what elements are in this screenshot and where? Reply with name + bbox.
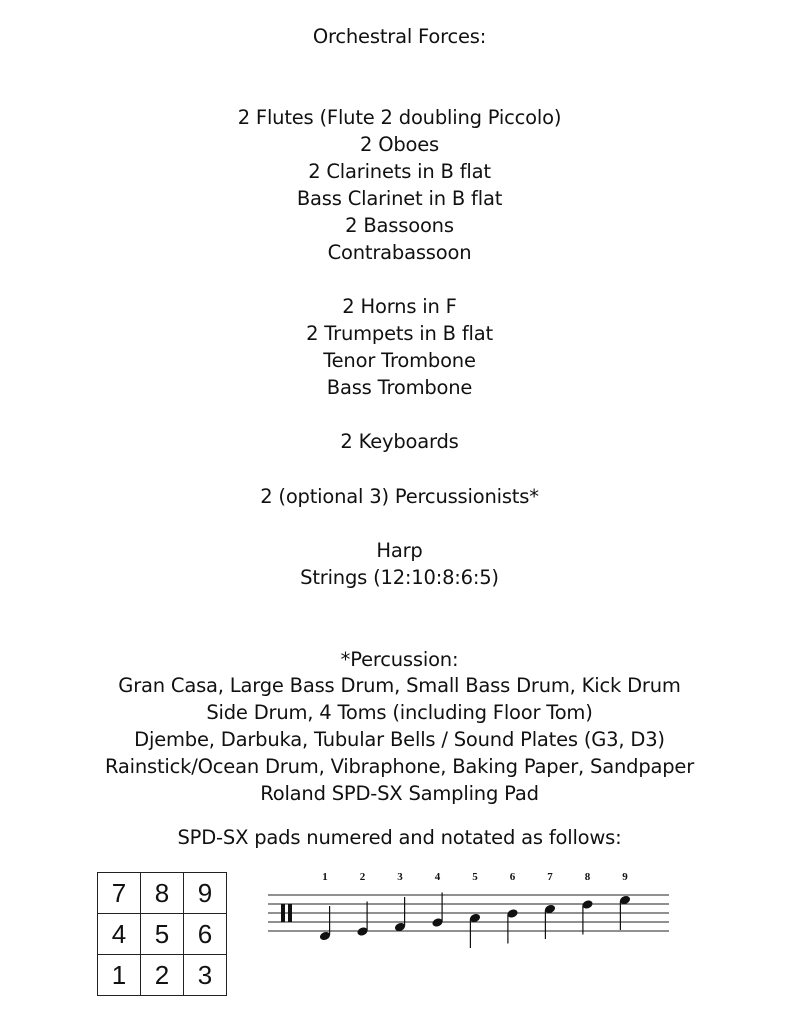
- brass-line: 2 Horns in F: [342, 295, 457, 318]
- percussion-line: Side Drum, 4 Toms (including Floor Tom): [206, 701, 593, 724]
- staff-note: [319, 906, 331, 941]
- notation-staff: [264, 866, 674, 950]
- staff-note: [356, 902, 368, 937]
- pad-grid: [97, 872, 227, 996]
- pad-cell: 8: [141, 873, 184, 914]
- brass-line: Tenor Trombone: [323, 349, 476, 372]
- staff-note: [431, 893, 443, 928]
- keyboards-line: 2 Keyboards: [340, 430, 459, 453]
- staff-note-label: 3: [397, 871, 403, 883]
- staff-numbers: [322, 871, 628, 883]
- staff-lines: [268, 895, 669, 931]
- brass-line: Bass Trombone: [326, 376, 473, 399]
- staff-note: [581, 899, 593, 934]
- woodwind-line: Bass Clarinet in B flat: [296, 187, 503, 210]
- pads-caption: SPD-SX pads numered and notated as follows:: [177, 826, 622, 849]
- woodwind-line: 2 Bassoons: [345, 214, 454, 237]
- staff-note-label: 8: [584, 871, 591, 883]
- staff-note: [394, 897, 406, 932]
- staff-note-label: 4: [434, 871, 441, 883]
- pad-cell: 2: [141, 955, 184, 996]
- percussion-line: Roland SPD-SX Sampling Pad: [260, 782, 539, 805]
- percussionists-line: 2 (optional 3) Percussionists*: [260, 485, 539, 508]
- woodwind-line: 2 Oboes: [359, 133, 440, 156]
- staff-note-label: 1: [322, 871, 328, 883]
- percussion-line: Gran Casa, Large Bass Drum, Small Bass Drum, Kick Drum: [118, 674, 681, 697]
- staff-note-label: 6: [509, 871, 516, 883]
- staff-note-label: 2: [359, 871, 366, 883]
- staff-note: [469, 913, 481, 948]
- staff-note: [619, 895, 631, 930]
- percussion-line: Djembe, Darbuka, Tubular Bells / Sound Plates (G3, D3): [134, 728, 665, 751]
- orchestral-forces-heading: Orchestral Forces:: [312, 25, 487, 48]
- staff-notes: [319, 893, 631, 949]
- woodwind-line: 2 Flutes (Flute 2 doubling Piccolo): [237, 106, 562, 129]
- pad-cell: 1: [98, 955, 141, 996]
- staff-note-label: 7: [547, 871, 553, 883]
- harp-line: Harp: [376, 539, 423, 562]
- staff-note-label: 9: [622, 871, 628, 883]
- pad-cell: 9: [184, 873, 227, 914]
- staff-note-label: 5: [472, 871, 478, 883]
- pad-cell: 5: [141, 914, 184, 955]
- percussion-line: Rainstick/Ocean Drum, Vibraphone, Baking Paper, Sandpaper: [104, 755, 695, 778]
- woodwind-line: Contrabassoon: [327, 241, 472, 264]
- staff-note: [544, 904, 556, 939]
- strings-line: Strings (12:10:8:6:5): [300, 566, 499, 589]
- pad-cell: 6: [184, 914, 227, 955]
- pad-cell: 4: [98, 914, 141, 955]
- staff-note: [506, 908, 518, 943]
- brass-line: 2 Trumpets in B flat: [306, 322, 493, 345]
- pad-cell: 7: [98, 873, 141, 914]
- pad-cell: 3: [184, 955, 227, 996]
- percussion-heading: *Percussion:: [340, 648, 459, 671]
- woodwind-line: 2 Clarinets in B flat: [308, 160, 491, 183]
